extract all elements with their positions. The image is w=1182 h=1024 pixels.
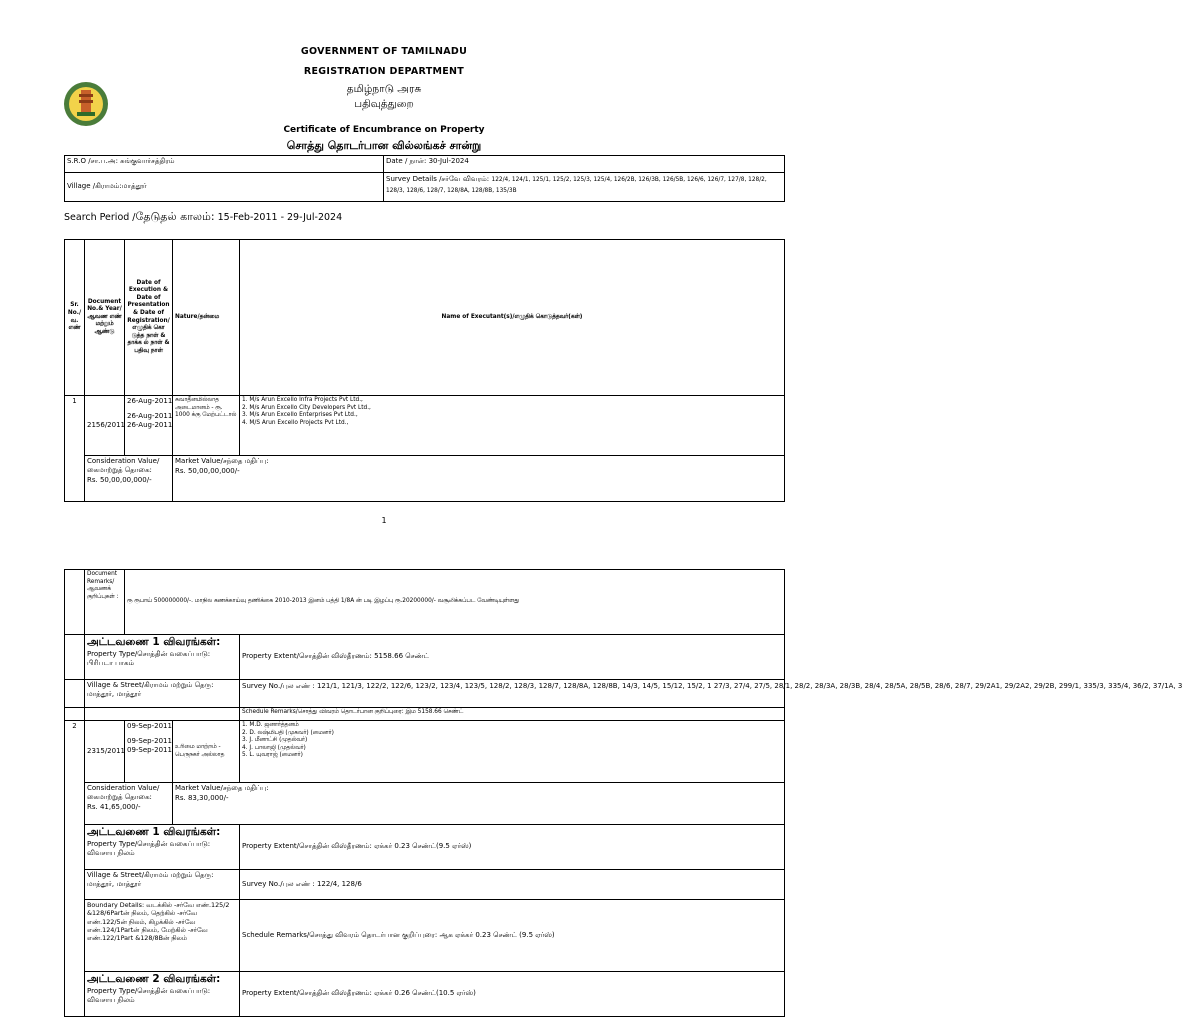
consideration-label: Consideration Value/ கைமாற்றுத் தொகை:	[87, 784, 160, 802]
entry2-schedule2-type	[85, 972, 240, 1017]
header-department: REGISTRATION DEPARTMENT	[303, 66, 465, 77]
entry2-boundary-details: Boundary Details: வடக்கில் -சர்வே எண்.125/2 &128/6Partன் நிலம், தெற்கில் -சர்வே எண்.122/5ன் நிலம், கிழக்கில் -சர்வே எண்.124/1Partன் நிலம், மேற்கில் -சர்வே எண்.122/1Part &128/8Bன் நிலம்	[85, 900, 240, 972]
survey-numbers-1: Survey No./புல எண் : 121/1, 121/3, 122/2, 122/6, 123/2, 123/4, 123/5, 128/2, 128/3, 128/7, 128/8A, 128/8B, 14/3, 14/5, 15/12, 15/2, 1 27/3, 27/4, 27/5, 28/1, 28/2, 28/3A, 28/3B, 28/4, 28/5A, 28/5B, 28/6, 28/7, 29/2A1, 29/2A2, 29/2B, 299/1, 335/3, 335/4, 36/2, 37/1A, 3	[240, 680, 785, 708]
entry1-doc-no: 2156/2011	[85, 396, 125, 456]
survey-details-label: Survey Details /சர்வே விவரம்:	[386, 175, 490, 183]
entry2-executants	[240, 721, 785, 783]
executant-item: 3. J. மீனாட்சி (முதல்வர்)	[242, 737, 308, 744]
entry2-nature: உரிமை மாற்றம் - பெருநகர் அல்லாத	[173, 721, 240, 783]
blank-cell	[85, 708, 240, 721]
table-row	[65, 870, 785, 900]
certificate-title-tamil: சொத்து தொடர்பான வில்லங்கச் சான்று	[286, 139, 482, 152]
village-street-label: Village & Street/கிராமம் மற்றும் தெரு:	[87, 681, 214, 689]
market-value-value: Rs. 83,30,000/-	[175, 794, 229, 803]
entry1-consideration	[85, 456, 173, 502]
table-row	[65, 900, 785, 972]
table-row	[65, 783, 785, 825]
table-row	[65, 708, 785, 721]
blank-cell	[65, 708, 85, 721]
entry1-date-reg: 26-Aug-2011	[127, 421, 173, 430]
property-extent-1: Property Extent/சொத்தின் விஸ்தீரணம்: 5158.66 செண்ட்	[240, 635, 785, 680]
entry2-date-exec: 09-Sep-2011	[127, 722, 172, 730]
executant-item: 3. M/s Arun Excello Enterprises Pvt Ltd.,	[242, 412, 358, 419]
executant-item: 4. J. பாலாஜி (முதல்வர்)	[242, 744, 306, 751]
property-type-value: பிரிபடா பாகம்	[87, 658, 135, 667]
search-period-range: 15-Feb-2011 - 29-Jul-2024	[217, 212, 343, 223]
market-value-label: Market Value/சந்தை மதிப்பு:	[175, 457, 269, 465]
schedule1-heading: அட்டவணை 1 விவரங்கள்:	[87, 636, 221, 648]
executant-item: 2. D. லஷ்மிபதி (முகவர்) (மைனர்)	[242, 729, 334, 736]
market-value-value: Rs. 50,00,00,000/-	[175, 467, 240, 476]
executant-item: 1. M/s Arun Excello Infra Projects Pvt Ltd.,	[242, 397, 363, 403]
entry2-dates	[125, 721, 173, 783]
survey-details-cell	[384, 173, 785, 202]
property-type-label: Property Type/சொத்தின் வகைப்பாடு:	[87, 986, 211, 995]
market-value-label: Market Value/சந்தை மதிப்பு:	[175, 784, 269, 792]
consideration-value: Rs. 41,65,000/-	[87, 803, 141, 812]
entry2-market-value	[173, 783, 785, 825]
entry1-date-exec: 26-Aug-2011	[127, 397, 173, 405]
entry1-executants	[240, 396, 785, 456]
table-row	[65, 680, 785, 708]
property-type-label: Property Type/சொத்தின் வகைப்பாடு:	[87, 649, 211, 658]
table-row	[65, 456, 785, 502]
search-period	[64, 210, 342, 225]
entry2-village-street	[85, 870, 240, 900]
document-remarks-text: ரூ ரூபாய் 500000000/-. மாநில கணக்காய்வு தணிக்கை 2010-2013 இனம் பத்தி 1/8A ன் படி இழப்பு ரூ.20200000/- வசூலிக்கப்பட வேண்டியுள்ளது	[125, 570, 785, 635]
schedule-remarks-1: Schedule Remarks/சொத்து விவரம் தொடர்பான குறிப்புரை: இம 5158.66 செண்ட்	[240, 708, 785, 721]
table-row	[65, 635, 785, 680]
sro-cell: S.R.O /சா.ப.அ: சுங்குவார்சத்திரம்	[65, 156, 384, 173]
entry1-market-value	[173, 456, 785, 502]
table-row	[65, 396, 785, 456]
blank-cell	[65, 680, 85, 708]
search-period-label: Search Period /	[64, 212, 136, 223]
entry1-dates	[125, 396, 173, 456]
search-period-label-tamil: தேடுதல் காலம்:	[135, 210, 215, 223]
col-head-dates: Date of Execution & Date of Presentation & Date of Registration/ எழுதிக் கொ டுத்த நாள் & தாக்க ல் நாள் & பதிவு நாள்	[125, 240, 173, 396]
entry2-survey-numbers: Survey No./புல எண் : 122/4, 128/6	[240, 870, 785, 900]
survey-details-values: 122/4, 124/1, 125/1, 125/2, 125/3, 125/4, 126/2B, 126/3B, 126/5B, 126/6, 126/7, 127/8, 128/2, 128/3, 128/6, 128/7, 128/8A, 128/8B, 135/3B	[386, 177, 767, 194]
encumbrance-table-page2	[64, 569, 1182, 1017]
entry2-date-reg: 09-Sep-2011	[127, 746, 172, 755]
entry2-schedule-remarks: Schedule Remarks/சொத்து விவரம் தொடர்பான குறிப்புரை: ஆக ஏக்கர் 0.23 செண்ட் (9.5 ஏர்ஸ்)	[240, 900, 785, 972]
village-street-value: மாத்தூர், மாத்தூர்	[87, 690, 142, 699]
entry1-sr: 1	[65, 396, 85, 502]
schedule1-heading: அட்டவணை 1 விவரங்கள்:	[87, 826, 221, 838]
property-type-value: விவசாய நிலம்	[87, 995, 135, 1004]
property-type-label: Property Type/சொத்தின் வகைப்பாடு:	[87, 839, 211, 848]
header-government: GOVERNMENT OF TAMILNADU	[300, 46, 468, 57]
header-department-tamil: பதிவுத்துறை	[354, 98, 414, 110]
entry2-consideration	[85, 783, 173, 825]
village-street	[85, 680, 240, 708]
schedule1-type	[85, 635, 240, 680]
blank-cell	[65, 635, 85, 680]
village-street-label: Village & Street/கிராமம் மற்றும் தெரு:	[87, 871, 214, 879]
executant-item: 1. M.D. ஜனார்த்தனம்	[242, 722, 299, 728]
document-remarks-label: Document Remarks/ ஆவணக் குறிப்புகள் :	[85, 570, 125, 635]
entry2-schedule1-type	[85, 825, 240, 870]
entry2-property-extent-1: Property Extent/சொத்தின் விஸ்தீரணம்: ஏக்கர் 0.23 செண்ட்(9.5 ஏர்ஸ்)	[240, 825, 785, 870]
table-row	[65, 825, 785, 870]
certificate-title: Certificate of Encumbrance on Property	[283, 125, 485, 135]
property-type-value: விவசாய நிலம்	[87, 848, 135, 857]
consideration-value: Rs. 50,00,00,000/-	[87, 476, 152, 485]
encumbrance-table-page1	[64, 239, 785, 502]
header-government-tamil: தமிழ்நாடு அரசு	[346, 83, 422, 95]
executant-item: 4. M/S Arun Excello Projects Pvt Ltd.,	[242, 419, 349, 426]
table-row	[65, 972, 785, 1017]
entry2-doc-no: 2315/2011	[85, 721, 125, 783]
table-row	[65, 721, 785, 783]
col-head-sr: Sr. No./ வ. எண்	[65, 240, 85, 396]
entry2-property-extent-2: Property Extent/சொத்தின் விஸ்தீரணம்: ஏக்கர் 0.26 செண்ட்(10.5 ஏர்ஸ்)	[240, 972, 785, 1017]
blank-cell	[65, 570, 85, 635]
village-street-value: மாத்தூர், மாத்தூர்	[87, 880, 142, 889]
col-head-nature: Nature/தன்மை	[173, 240, 240, 396]
executant-item: 2. M/s Arun Excello City Developers Pvt Ltd.,	[242, 404, 371, 411]
entry2-sr: 2	[65, 721, 85, 1017]
col-head-document: Document No.& Year/ ஆவண எண் மற்றும் ஆண்டு	[85, 240, 125, 396]
consideration-label: Consideration Value/ கைமாற்றுத் தொகை:	[87, 457, 160, 475]
schedule2-heading: அட்டவணை 2 விவரங்கள்:	[87, 973, 221, 985]
executant-item: 5. L. யுவராஜ் (மைனர்)	[242, 752, 303, 759]
date-cell: Date / நாள்: 30-Jul-2024	[384, 156, 785, 173]
table-row	[65, 570, 785, 635]
entry2-date-pres: 09-Sep-2011	[127, 737, 172, 746]
entry1-date-pres: 26-Aug-2011	[127, 412, 173, 421]
village-cell: Village /கிராமம்:மாத்தூர்	[65, 173, 384, 202]
page-number: 1	[381, 516, 387, 525]
entry1-nature: சுவாதீனமில்லாத அடைமானம் - ரூ. 1000 க்கு மேற்பட்டால்	[173, 396, 240, 456]
office-info-table	[64, 155, 785, 202]
col-head-executant: Name of Executant(s)/எழுதிக் கொடுத்தவர்(கள்)	[240, 240, 785, 396]
